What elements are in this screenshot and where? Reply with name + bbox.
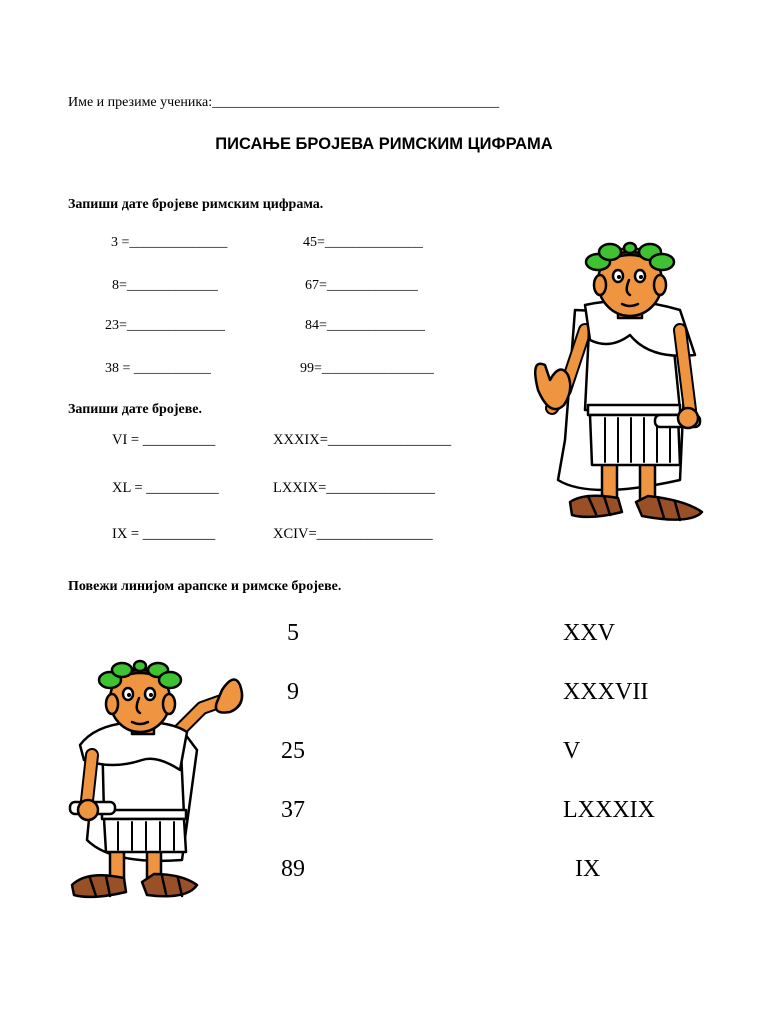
- roman-figure-left-icon: [62, 660, 247, 905]
- task2-item: IX = __________: [112, 526, 216, 542]
- task2-instruction: Запиши дате бројеве.: [68, 402, 202, 417]
- task2-item: XCIV=________________: [273, 526, 433, 542]
- roman-number: LXXXIX: [563, 797, 655, 823]
- worksheet-title: ПИСАЊЕ БРОЈЕВА РИМСКИМ ЦИФРАМА: [215, 135, 553, 153]
- arabic-number: 89: [281, 856, 305, 882]
- task3-instruction: Повежи линијом арапске и римске бројеве.: [68, 579, 342, 594]
- arabic-number: 25: [281, 738, 305, 764]
- task2-item: LXXIX=_______________: [273, 480, 436, 496]
- task2-item: XXXIX=_________________: [273, 432, 452, 448]
- task1-item: 67=_____________: [305, 278, 418, 293]
- task2-item: XL = __________: [112, 480, 219, 496]
- task1-item: 38 = ___________: [105, 361, 211, 376]
- roman-number: XXXVII: [563, 679, 649, 705]
- task1-item: 84=______________: [305, 318, 425, 333]
- task2-item: VI = __________: [112, 432, 216, 448]
- task1-item: 45=______________: [303, 235, 423, 250]
- arabic-number: 5: [287, 620, 299, 646]
- task1-item: 8=_____________: [112, 278, 218, 293]
- arabic-number: 9: [287, 679, 299, 705]
- roman-number: XXV: [563, 620, 615, 646]
- task1-item: 3 =______________: [111, 235, 228, 250]
- roman-number: V: [563, 738, 581, 764]
- student-name-line: Име и презиме ученика:_________________________________________: [68, 95, 500, 110]
- task1-instruction: Запиши дате бројеве римским цифрама.: [68, 197, 324, 212]
- roman-number: IX: [575, 856, 601, 882]
- task1-item: 23=______________: [105, 318, 225, 333]
- task1-item: 99=________________: [300, 361, 434, 376]
- arabic-number: 37: [281, 797, 305, 823]
- roman-figure-right-icon: [530, 240, 715, 535]
